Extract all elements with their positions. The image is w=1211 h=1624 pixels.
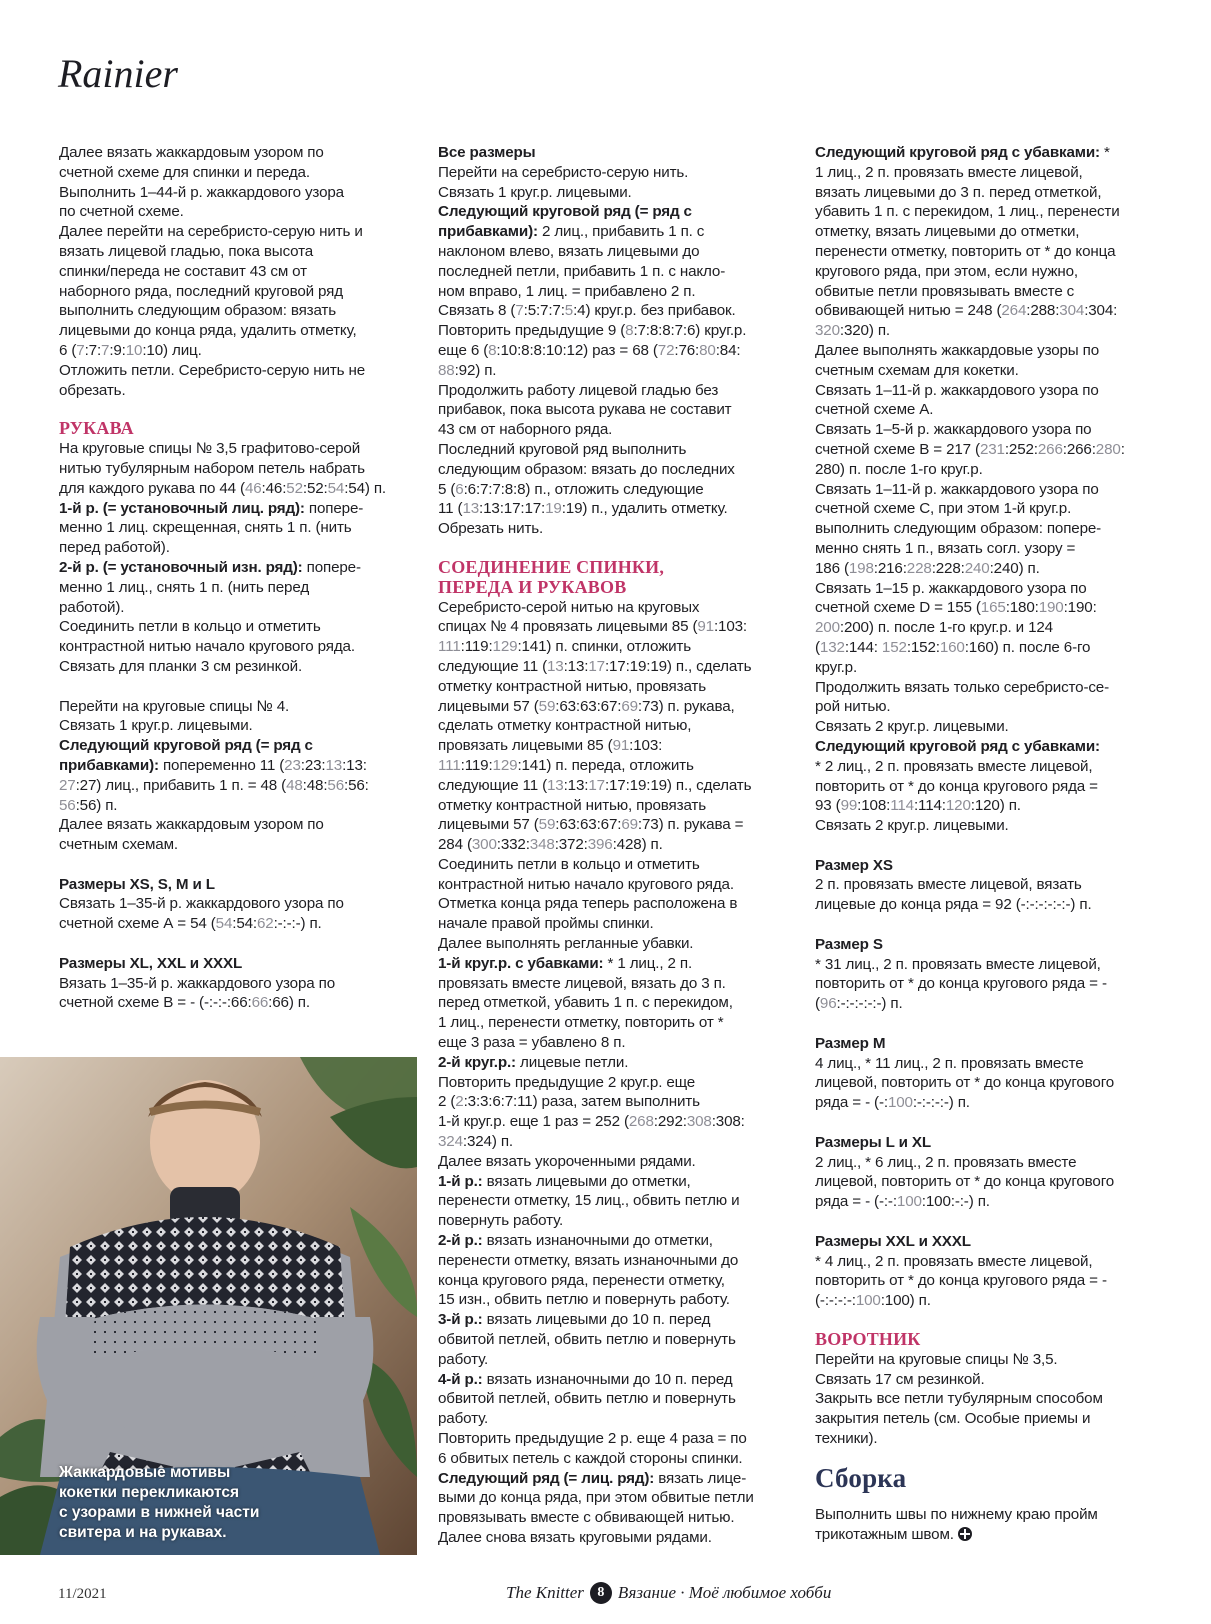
brand-name: The Knitter (506, 1583, 584, 1602)
paragraph: * 4 лиц., 2 п. провязать вместе лицевой, повторить от * до конца кругового ряда = - (-:-:-:-:100:100) п. (815, 1252, 1107, 1310)
paragraph: Далее вязать жаккардовым узором по счетным схемам. (59, 816, 324, 854)
page-title: Rainier (58, 51, 178, 96)
paragraph: Перейти на круговые спицы № 4. Связать 1 круг.р. лицевыми. (59, 697, 290, 735)
paragraph: Серебристо-серой нитью на круговых спицах № 4 провязать лицевыми 85 (91:103: 111:119:129:141) п. спинки, отложить следующие 11 (13:13:17:17:19:19) п., сделать отметку контрастной нитью, провязать лицевыми 57 (59:63:63:67:69:73) п. рукава, сделать отметку контрастной нитью, провязать лицевыми 85 (91:103: 111:119:129:141) п. переда, отложить следующие 11 (13:13:17:17:19:19) п., сделать отметку контрастной нитью, провязать лицевыми 57 (59:63:63:67:69:73) п. рукава = 284 (300:332:348:372:396:428) п. (438, 598, 752, 854)
paragraph: Повторить предыдущие 2 р. еще 4 раза = по 6 обвитых петель с каждой стороны спинки. (438, 1430, 747, 1467)
paragraph: Следующий круговой ряд (= ряд с прибавками): 2 лиц., прибавить 1 п. с наклоном влево, вязать лицевыми до последней петли, прибавить 1 п. с накло- ном вправо, 1 лиц. = прибавлено 2 п. (438, 203, 726, 300)
paragraph: Далее выполнять жаккардовые узоры по счетным схемам для кокетки. Связать 1–11-й р. жаккардового узора по счетной схеме А. (815, 341, 1100, 419)
size-heading: Размеры L и XL (815, 1133, 931, 1151)
photo-caption: Жаккардовые мотивы кокетки перекликаются с узорами в нижней части свитера и на рукавах. (59, 1464, 260, 1541)
paragraph: Повторить предыдущие 2 круг.р. еще 2 (2:3:3:6:7:11) раза, затем выполнить 1-й круг.р. еще 1 раз = 252 (268:292:308:308: 324:324) п. (438, 1073, 745, 1151)
section-heading-assembly: Сборка (815, 1462, 907, 1493)
size-heading: Размеры XXL и XXXL (815, 1232, 971, 1250)
size-heading: Размер XS (815, 856, 893, 874)
column-2 (438, 143, 791, 1548)
paragraph: Обрезать нить. (438, 520, 544, 538)
paragraph: 2-й р.: вязать изнаночными до отметки, перенести отметку, вязать изнаночными до конца кругового ряда, перенести отметку, 15 изн., обвить петлю и повернуть работу. (438, 1232, 739, 1309)
paragraph: Связать 1–35-й р. жаккардового узора по счетной схеме А = 54 (54:54:62:-:-:-) п. (59, 895, 344, 933)
paragraph: 1-й р. (= установочный лиц. ряд): попере- менно 1 лиц. скрещенная, снять 1 п. (нить перед работой). (59, 499, 364, 557)
paragraph: На круговые спицы № 3,5 графитово-серой нитью тубулярным набором петель набрать для каждого рукава по 44 (46:46:52:52:54:54) п. (59, 440, 386, 497)
paragraph: Продолжить работу лицевой гладью без прибавок, пока высота рукава не составит 43 см от наборного ряда. (438, 381, 732, 439)
paragraph: 1-й р.: вязать лицевыми до отметки, перенести отметку, 15 лиц., обвить петлю и повернуть работу. (438, 1172, 740, 1230)
size-heading: Размер M (815, 1034, 886, 1052)
paragraph: Следующий ряд (= лиц. ряд): вязать лице- выми до конца ряда, при этом обвитые петли провязывать вместе с обвивающей нитью. Далее снова вязать круговыми рядами. (438, 1469, 754, 1546)
paragraph: 2-й р. (= установочный изн. ряд): попере- менно 1 лиц., снять 1 п. (нить перед работой). (59, 558, 361, 616)
paragraph: Перейти на серебристо-серую нить. Связать 1 круг.р. лицевыми. (438, 163, 689, 201)
end-mark-icon (958, 1527, 972, 1541)
paragraph: Выполнить швы по нижнему краю пройм трикотажным швом. (815, 1505, 1098, 1543)
magazine-name: Вязание · Моё любимое хобби (617, 1583, 832, 1602)
size-heading: Размеры XL, XXL и XXXL (59, 954, 243, 972)
paragraph: Соединить петли в кольцо и отметить контрастной нитью начало кругового ряда. Связать для планки 3 см резинкой. (59, 618, 355, 675)
paragraph: Связать 1–15 р. жаккардового узора по счетной схеме D = 155 (165:180:190:190: 200:200) п. после 1-го круг.р. и 124 (132:144: 152:152:160:160) п. после 6-го круг.р. (815, 579, 1097, 676)
paragraph: Вязать 1–35-й р. жаккардового узора по счетной схеме В = - (-:-:-:66:66:66) п. (59, 974, 335, 1012)
paragraph: Связать 1–5-й р. жаккардового узора по счетной схеме В = 217 (231:252:266:266:280: 280) п. после 1-го круг.р. (815, 421, 1125, 478)
paragraph: Следующий круговой ряд с убавками: * 2 лиц., 2 п. провязать вместе лицевой, повторить от * до конца кругового ряда = 93 (99:108:114:114:120:120) п. Связать 2 круг.р. лицевыми. (815, 737, 1100, 835)
footer-magazine (506, 1582, 831, 1604)
section-heading-collar: ВОРОТНИК (815, 1329, 921, 1350)
paragraph: 1-й круг.р. с убавками: * 1 лиц., 2 п. провязать вместе лицевой, вязать до 3 п. перед отметкой, убавить 1 п. с перекидом, 1 лиц., перенести отметку, повторить от * еще 3 раза = убавлено 8 п. (438, 954, 733, 1052)
paragraph: Последний круговой ряд выполнить следующим образом: вязать до последних 5 (6:6:7:7:8:8) п., отложить следующие 11 (13:13:17:17:19:19) п., удалить отметку. (438, 440, 735, 518)
paragraph: Повторить предыдущие 9 (8:7:8:8:7:6) круг.р. еще 6 (8:10:8:8:10:12) раз = 68 (72:76:80:84: 88:92) п. (438, 322, 747, 379)
paragraph: Связать 1–11-й р. жаккардового узора по счетной схеме С, при этом 1-й круг.р. выполнить следующим образом: попере- менно снять 1 п., вязать согл. узору = 186 (198:216:228:228:240:240) п. (815, 480, 1102, 577)
issue-date: 11/2021 (58, 1586, 107, 1602)
size-heading: Все размеры (438, 144, 536, 161)
paragraph: 4-й р.: вязать изнаночными до 10 п. перед обвитой петлей, обвить петлю и повернуть работу. (438, 1370, 736, 1428)
column-3 (815, 143, 1170, 1544)
paragraph: Далее вязать жаккардовым узором по счетной схеме для спинки и переда. Выполнить 1–44-й р. жаккардового узора по счетной схеме. Далее перейти на серебристо-серую нить и вязать лицевой гладью, пока высота спинки/переда не составит 43 см от наборного ряда, последний круговой ряд выполнить следующим образом: вязать лицевыми до конца ряда, удалить отметку, 6 (7:7:7:9:10:10) лиц. (59, 144, 363, 359)
paragraph: 3-й р.: вязать лицевыми до 10 п. перед обвитой петлей, обвить петлю и повернуть работу. (438, 1311, 736, 1368)
page-number: 8 (590, 1582, 612, 1604)
paragraph: Связать 8 (7:5:7:7:5:4) круг.р. без прибавок. (438, 302, 736, 320)
paragraph: 4 лиц., * 11 лиц., 2 п. провязать вместе лицевой, повторить от * до конца кругового ряда = - (-:100:-:-:-:-) п. (815, 1054, 1115, 1112)
paragraph: Отложить петли. Серебристо-серую нить не обрезать. (59, 361, 366, 399)
paragraph: Следующий круговой ряд с убавками: * 1 лиц., 2 п. провязать вместе лицевой, вязать лицевыми до 3 п. перед отметкой, убавить 1 п. с перекидом, 1 лиц., перенести отметку, вязать лицевыми до отметки, перенести отметку, повторить от * до конца кругового ряда, при этом, если нужно, обвитые петли провязывать вместе с обвивающей нитью = 248 (264:288:304:304: 320:320) п. (815, 144, 1120, 340)
paragraph: 2 лиц., * 6 лиц., 2 п. провязать вместе лицевой, повторить от * до конца кругового ряда = - (-:-:100:100:-:-) п. (815, 1153, 1115, 1211)
paragraph: 2 п. провязать вместе лицевой, вязать лицевые до конца ряда = 92 (-:-:-:-:-:-) п. (815, 876, 1092, 914)
paragraph: Перейти на круговые спицы № 3,5. Связать 17 см резинкой. Закрыть все петли тубулярным способом закрытия петель (см. Особые приемы и техники). (815, 1350, 1103, 1447)
paragraph: Продолжить вязать только серебристо-се- рой нитью. Связать 2 круг.р. лицевыми. (815, 678, 1110, 736)
column-1 (59, 143, 411, 1013)
paragraph: * 31 лиц., 2 п. провязать вместе лицевой, повторить от * до конца кругового ряда = - (96:-:-:-:-:-) п. (815, 955, 1107, 1013)
size-heading: Размеры XS, S, M и L (59, 875, 215, 893)
section-heading-sleeves: РУКАВА (59, 418, 134, 439)
size-heading: Размер S (815, 935, 883, 953)
paragraph: Следующий круговой ряд (= ряд с прибавками): попеременно 11 (23:23:13:13: 27:27) лиц., прибавить 1 п. = 48 (48:48:56:56: 56:56) п. (59, 737, 369, 814)
paragraph: Соединить петли в кольцо и отметить контрастной нитью начало кругового ряда. Отметка конца ряда теперь расположена в начале правой проймы спинки. Далее выполнять регланные убавки. (438, 855, 738, 953)
paragraph: Далее вязать укороченными рядами. (438, 1152, 696, 1170)
section-heading-joining: СОЕДИНЕНИЕ СПИНКИ, ПЕРЕДА И РУКАВОВ (438, 556, 665, 597)
paragraph: 2-й круг.р.: лицевые петли. (438, 1053, 629, 1071)
